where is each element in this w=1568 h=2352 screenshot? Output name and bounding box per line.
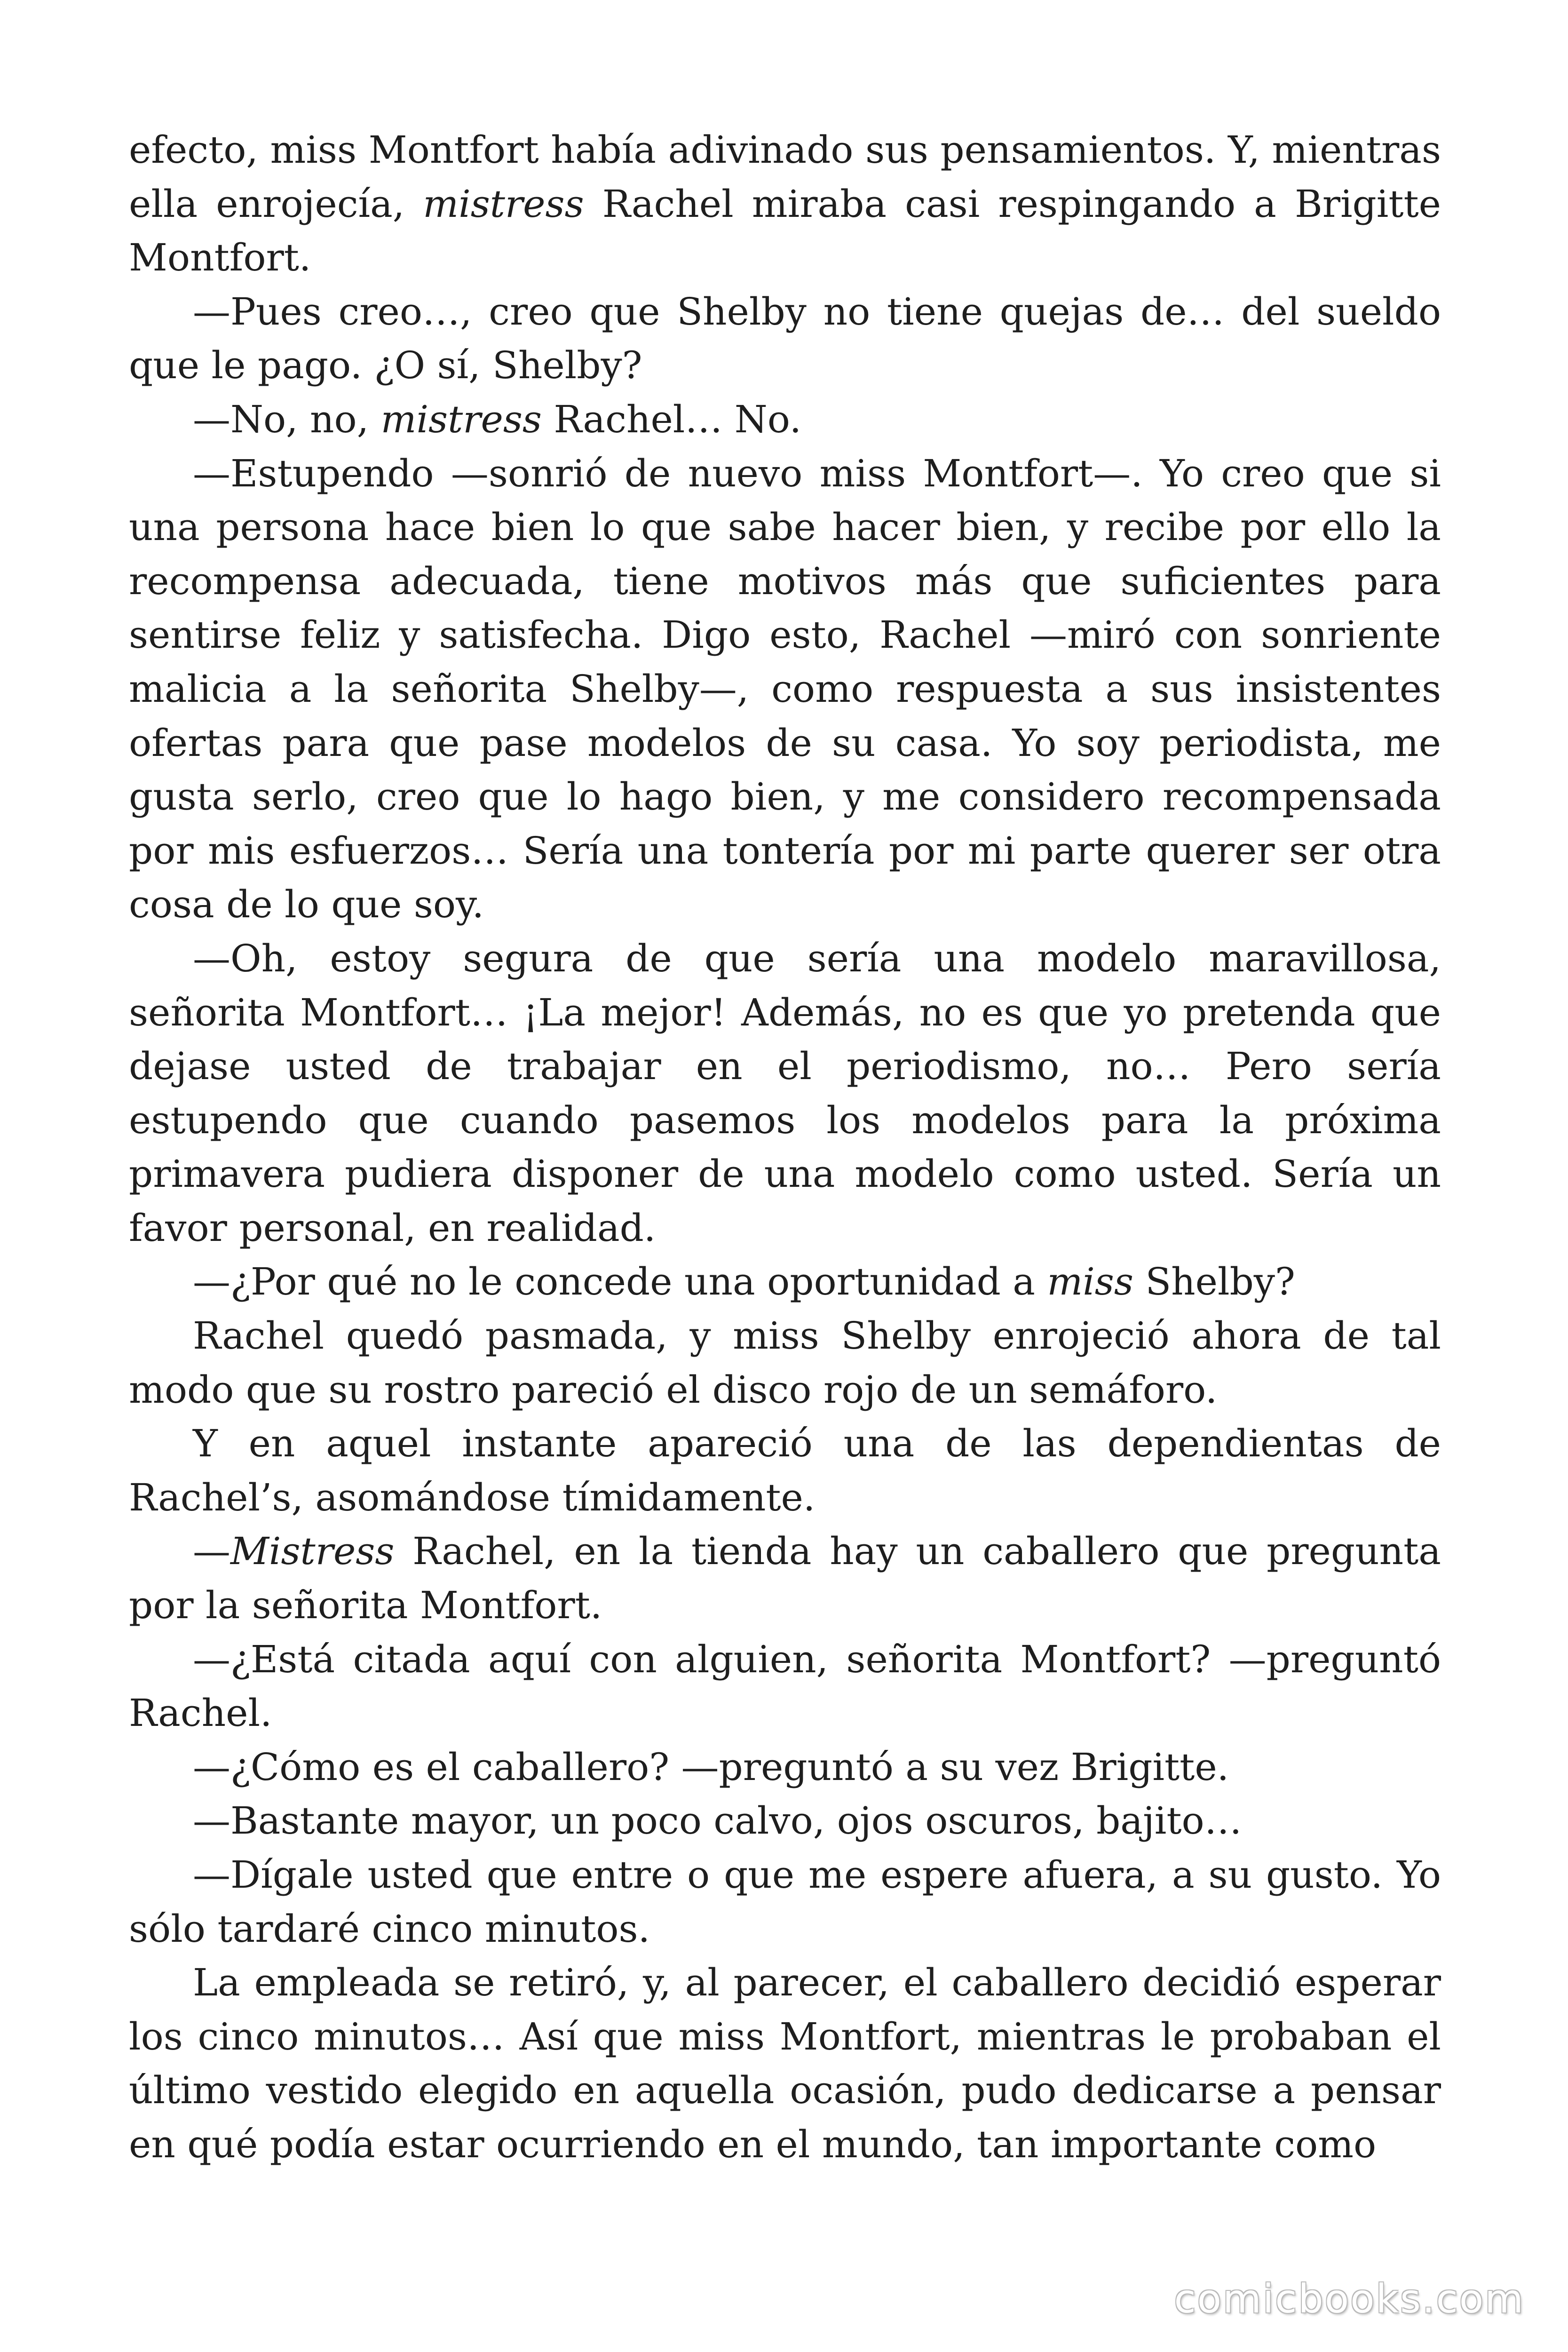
text-run: Y en aquel instante apareció una de las dependientas de Rachel’s, asomándose tímidamente. <box>129 1422 1441 1519</box>
paragraph <box>129 285 1441 393</box>
watermark: comicbooks.com <box>1174 2276 1525 2322</box>
text-run: efecto, miss Montfort había adivinado sus pensamientos. Y, mientras ella enrojecía, <box>129 128 1441 226</box>
text-run: —¿Por qué no le concede una oportunidad a <box>193 1260 1047 1304</box>
paragraph <box>129 1525 1441 1632</box>
text-run: — <box>193 1529 230 1573</box>
paragraph <box>129 1309 1441 1417</box>
text-run: Rachel, en la tienda hay un caballero que pregunta por la señorita Montfort. <box>129 1529 1441 1628</box>
italic-text-run: mistress <box>380 397 542 441</box>
italic-text-run: Mistress <box>230 1529 395 1573</box>
text-run: —Bastante mayor, un poco calvo, ojos oscuros, bajito… <box>193 1799 1242 1843</box>
text-run: —Estupendo —sonrió de nuevo miss Montfort—. Yo creo que si una persona hace bien lo que sabe hacer bien, y recibe por ello la recompensa adecuada, tiene motivos más que suficientes para sentirse feliz y satisfecha. Digo esto, Rachel —miró con sonriente malicia a la señorita Shelby—, como respuesta a sus insistentes ofertas para que pase modelos de su casa. Yo soy periodista, me gusta serlo, creo que lo hago bien, y me considero recompensada por mis esfuerzos… Sería una tontería por mi parte querer ser otra cosa de lo que soy. <box>129 451 1441 927</box>
paragraph <box>129 1794 1441 1848</box>
text-run: Rachel… No. <box>541 397 801 441</box>
text-run: —Dígale usted que entre o que me espere afuera, a su gusto. Yo sólo tardaré cinco minutos. <box>129 1853 1441 1951</box>
body-text <box>129 123 1441 2172</box>
paragraph <box>129 1633 1441 1740</box>
paragraph <box>129 1255 1441 1309</box>
text-run: —Pues creo…, creo que Shelby no tiene quejas de… del sueldo que le pago. ¿O sí, Shelby? <box>129 289 1441 388</box>
text-run: —¿Está citada aquí con alguien, señorita Montfort? —preguntó Rachel. <box>129 1637 1441 1735</box>
text-run: Shelby? <box>1133 1260 1295 1304</box>
paragraph <box>129 932 1441 1255</box>
paragraph <box>129 447 1441 932</box>
text-run: —Oh, estoy segura de que sería una modelo maravillosa, señorita Montfort… ¡La mejor! Además, no es que yo pretenda que dejase usted de trabajar en el periodismo, no… Pero sería estupendo que cuando pasemos los modelos para la próxima primavera pudiera disponer de una modelo como usted. Sería un favor personal, en realidad. <box>129 936 1441 1250</box>
paragraph <box>129 1848 1441 1956</box>
text-run: La empleada se retiró, y, al parecer, el caballero decidió esperar los cinco minutos… Así que miss Montfort, mientras le probaban el último vestido elegido en aquella ocasión, pudo dedicarse a pensar en qué podía estar ocurriendo en el mundo, tan importante como <box>129 1961 1441 2166</box>
text-run: Rachel miraba casi respingando a Brigitte Montfort. <box>129 182 1441 280</box>
paragraph <box>129 1417 1441 1525</box>
text-run: —¿Cómo es el caballero? —preguntó a su vez Brigitte. <box>193 1745 1229 1789</box>
paragraph <box>129 1740 1441 1795</box>
text-run: Rachel quedó pasmada, y miss Shelby enrojeció ahora de tal modo que su rostro pareció el disco rojo de un semáforo. <box>129 1314 1441 1412</box>
paragraph <box>129 393 1441 447</box>
italic-text-run: miss <box>1047 1260 1133 1304</box>
paragraph <box>129 1956 1441 2171</box>
text-run: —No, no, <box>193 397 381 441</box>
paragraph <box>129 123 1441 285</box>
italic-text-run: mistress <box>423 182 584 226</box>
